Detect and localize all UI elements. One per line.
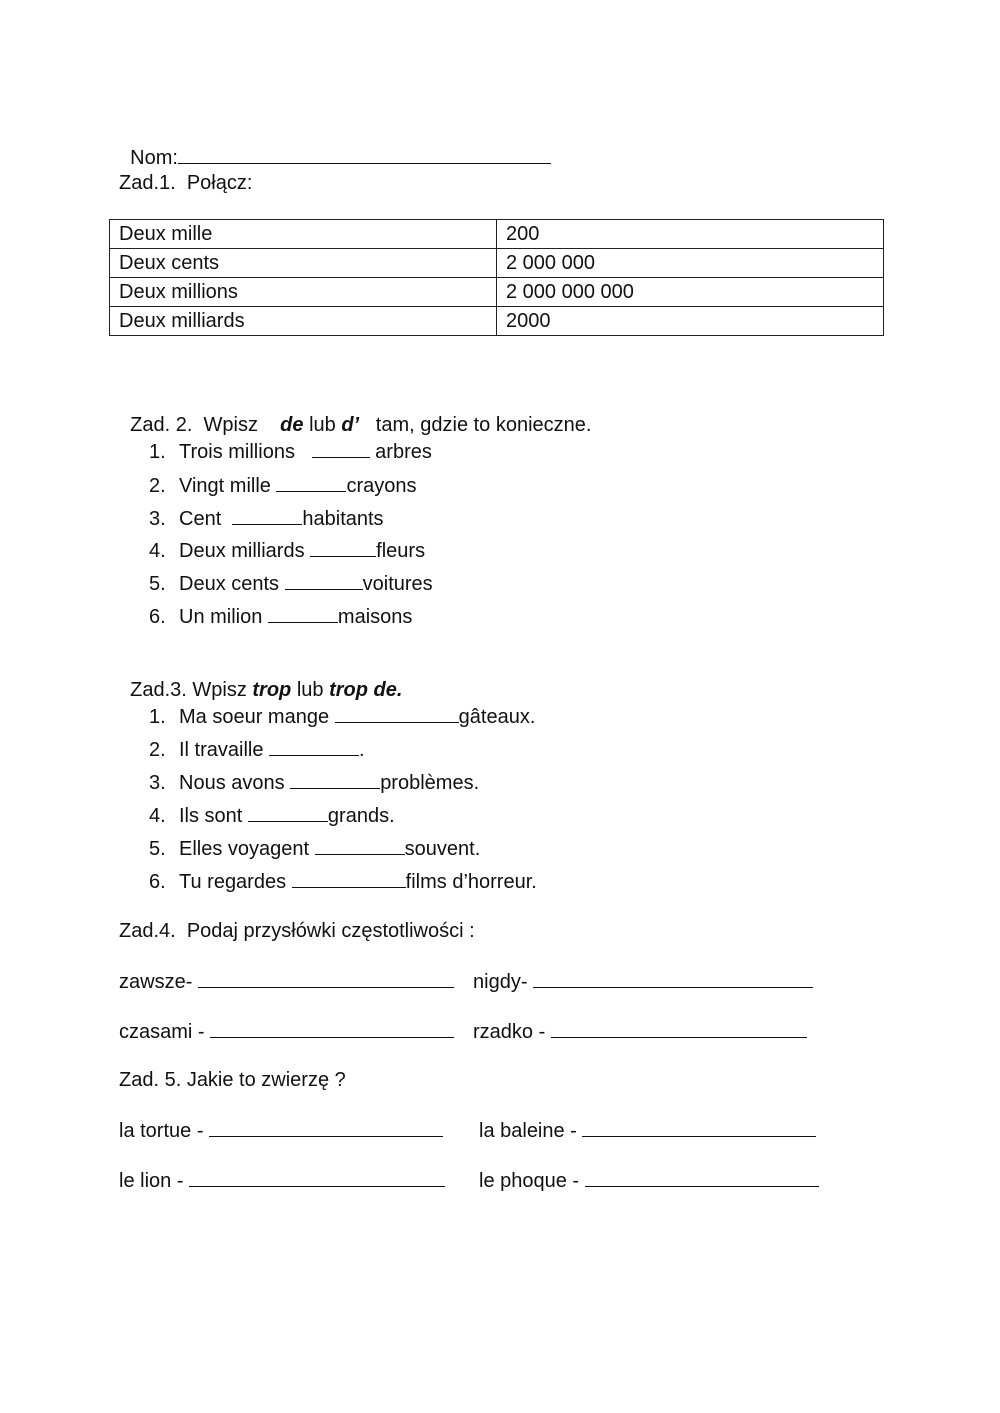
item-text-after: fleurs xyxy=(376,540,426,562)
adverb-item xyxy=(119,969,454,994)
answer-blank[interactable] xyxy=(585,1168,819,1187)
item-text-before: Elles voyagent xyxy=(179,838,310,860)
task2-keyword-d: d’ xyxy=(341,414,360,436)
animal-label: le lion - xyxy=(119,1170,184,1192)
list-item xyxy=(149,704,535,729)
table-cell-left[interactable]: Deux mille xyxy=(110,220,497,249)
item-text-before: Ma soeur mange xyxy=(179,706,330,728)
animal-label: la tortue - xyxy=(119,1120,204,1142)
item-number: 5. xyxy=(149,573,166,595)
task2-title-middle: lub xyxy=(309,414,336,436)
matching-table xyxy=(109,219,884,336)
item-number: 1. xyxy=(149,441,166,463)
table-row xyxy=(110,220,884,249)
answer-blank[interactable] xyxy=(269,737,359,756)
item-text-after: grands. xyxy=(327,805,395,827)
item-text-before: Tu regardes xyxy=(179,871,287,893)
task2-title-suffix: tam, gdzie to konieczne. xyxy=(375,414,592,436)
answer-blank[interactable] xyxy=(292,869,406,888)
name-line xyxy=(119,121,551,170)
table-row xyxy=(110,307,884,336)
answer-blank[interactable] xyxy=(335,704,459,723)
name-label: Nom: xyxy=(130,147,178,169)
answer-blank[interactable] xyxy=(285,571,363,590)
task3-title-prefix: Zad.3. Wpisz xyxy=(130,679,247,701)
item-number: 4. xyxy=(149,540,166,562)
item-number: 4. xyxy=(149,805,166,827)
item-text-after: films d’horreur. xyxy=(405,871,537,893)
adverb-item xyxy=(119,1019,454,1044)
list-item xyxy=(149,869,537,894)
table-cell-right[interactable]: 2 000 000 xyxy=(497,249,884,278)
list-item xyxy=(149,737,365,762)
answer-blank[interactable] xyxy=(248,803,328,822)
table-cell-right[interactable]: 2000 xyxy=(497,307,884,336)
task5-title: Zad. 5. Jakie to zwierzę ? xyxy=(119,1069,346,1091)
item-text-before: Deux milliards xyxy=(179,540,305,562)
list-item xyxy=(149,836,480,861)
item-text-after: crayons xyxy=(346,475,417,497)
answer-blank[interactable] xyxy=(310,538,376,557)
animal-item xyxy=(119,1168,445,1193)
adverb-item xyxy=(473,1019,807,1044)
list-item xyxy=(149,571,433,596)
item-text-after: souvent. xyxy=(404,838,481,860)
table-cell-left[interactable]: Deux cents xyxy=(110,249,497,278)
item-number: 6. xyxy=(149,606,166,628)
animal-item xyxy=(479,1118,816,1143)
item-number: 3. xyxy=(149,772,166,794)
adverb-label: czasami - xyxy=(119,1021,205,1043)
item-text-after: voitures xyxy=(362,573,433,595)
animal-label: le phoque - xyxy=(479,1170,580,1192)
item-text-before: Ils sont xyxy=(179,805,243,827)
name-blank[interactable] xyxy=(178,145,551,164)
answer-blank[interactable] xyxy=(312,439,370,458)
list-item xyxy=(149,803,395,828)
list-item xyxy=(149,604,412,629)
item-text-after: arbres xyxy=(375,441,432,463)
list-item xyxy=(149,439,432,464)
answer-blank[interactable] xyxy=(268,604,338,623)
item-text-after: gâteaux. xyxy=(458,706,536,728)
item-text-before: Nous avons xyxy=(179,772,285,794)
adverb-label: nigdy- xyxy=(473,971,528,993)
item-text-before: Il travaille xyxy=(179,739,264,761)
answer-blank[interactable] xyxy=(189,1168,445,1187)
answer-blank[interactable] xyxy=(551,1019,807,1038)
item-text-after: . xyxy=(359,739,365,761)
answer-blank[interactable] xyxy=(290,770,380,789)
answer-blank[interactable] xyxy=(210,1019,454,1038)
task4-title: Zad.4. Podaj przysłówki częstotliwości : xyxy=(119,920,475,942)
item-text-before: Un milion xyxy=(179,606,263,628)
item-text-after: habitants xyxy=(302,508,384,530)
item-text-before: Cent xyxy=(179,508,222,530)
table-row xyxy=(110,278,884,307)
task3-keyword-trop-de: trop de. xyxy=(329,679,403,701)
task3-title xyxy=(119,654,402,702)
item-number: 6. xyxy=(149,871,166,893)
adverb-label: rzadko - xyxy=(473,1021,546,1043)
item-number: 1. xyxy=(149,706,166,728)
task2-title-prefix: Zad. 2. Wpisz xyxy=(130,414,258,436)
table-cell-left[interactable]: Deux milliards xyxy=(110,307,497,336)
item-text-before: Vingt mille xyxy=(179,475,271,497)
table-cell-right[interactable]: 2 000 000 000 xyxy=(497,278,884,307)
answer-blank[interactable] xyxy=(533,969,813,988)
table-cell-left[interactable]: Deux millions xyxy=(110,278,497,307)
item-text-after: maisons xyxy=(337,606,413,628)
list-item xyxy=(149,538,425,563)
task3-keyword-trop: trop xyxy=(252,679,292,701)
answer-blank[interactable] xyxy=(315,836,405,855)
list-item xyxy=(149,770,479,795)
item-number: 2. xyxy=(149,739,166,761)
answer-blank[interactable] xyxy=(582,1118,816,1137)
item-text-before: Trois millions xyxy=(179,441,295,463)
task3-title-middle: lub xyxy=(296,679,324,701)
task2-title xyxy=(119,389,591,437)
answer-blank[interactable] xyxy=(276,473,346,492)
adverb-item xyxy=(473,969,813,994)
item-number: 3. xyxy=(149,508,166,530)
item-text-before: Deux cents xyxy=(179,573,280,595)
table-row xyxy=(110,249,884,278)
task1-title: Zad.1. Połącz: xyxy=(119,172,253,194)
adverb-label: zawsze- xyxy=(119,971,193,993)
animal-item xyxy=(119,1118,443,1143)
task2-keyword-de: de xyxy=(280,414,304,436)
item-number: 2. xyxy=(149,475,166,497)
animal-item xyxy=(479,1168,819,1193)
list-item xyxy=(149,506,384,531)
answer-blank[interactable] xyxy=(209,1118,443,1137)
table-cell-right[interactable]: 200 xyxy=(497,220,884,249)
animal-label: la baleine - xyxy=(479,1120,577,1142)
answer-blank[interactable] xyxy=(198,969,454,988)
list-item xyxy=(149,473,417,498)
answer-blank[interactable] xyxy=(232,506,302,525)
item-text-after: problèmes. xyxy=(380,772,480,794)
item-number: 5. xyxy=(149,838,166,860)
